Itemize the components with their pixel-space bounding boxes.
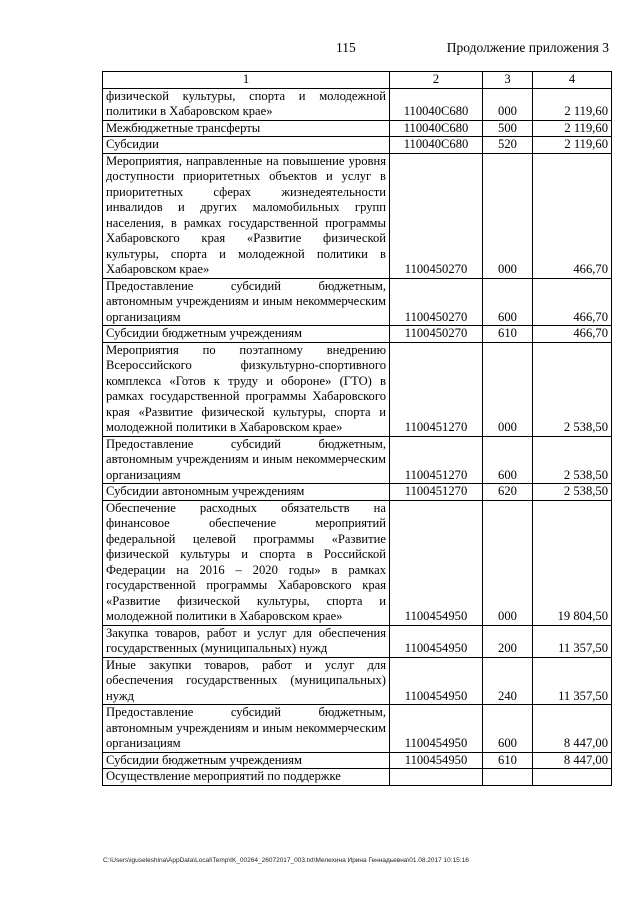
row-name-cell: Субсидии xyxy=(103,137,390,154)
row-code-cell: 110040С680 xyxy=(390,120,483,137)
row-code-cell: 1100454950 xyxy=(390,752,483,769)
row-code-cell: 1100454950 xyxy=(390,500,483,625)
row-code-cell: 1100451270 xyxy=(390,436,483,484)
row-name-cell: Мероприятия, направленные на повышение уровня доступности приоритетных объектов и услуг в приоритетных сферах жизнедеятельности инвалидов и других маломобильных групп населения, в рамках государственной программы Хабаровского края «Развитие физической культуры, спорта и молодежной политики в Хабаровском крае» xyxy=(103,153,390,278)
row-amount-cell: 466,70 xyxy=(533,153,612,278)
row-type-cell: 000 xyxy=(483,153,533,278)
table-header-row xyxy=(103,72,612,89)
table-row xyxy=(103,326,612,343)
continuation-label: Продолжение приложения 3 xyxy=(446,40,609,55)
row-code-cell: 1100450270 xyxy=(390,326,483,343)
column-header: 1 xyxy=(103,72,390,89)
row-name-cell: Обеспечение расходных обязательств на финансовое обеспечение мероприятий федеральной целевой программы «Развитие физической культуры и спорта в Российской Федерации на 2016 – 2020 годы» в рамках государственной программы Хабаровского края «Развитие физической культуры, спорта и молодежной политики в Хабаровском крае» xyxy=(103,500,390,625)
row-amount-cell: 2 119,60 xyxy=(533,88,612,120)
row-name-cell: Предоставление субсидий бюджетным, автономным учреждениям и иным некоммерческим организациям xyxy=(103,278,390,326)
row-type-cell: 000 xyxy=(483,500,533,625)
row-code-cell: 110040С680 xyxy=(390,137,483,154)
row-code-cell: 1100451270 xyxy=(390,484,483,501)
table-row xyxy=(103,88,612,120)
row-name-cell: Мероприятия по поэтапному внедрению Всероссийского физкультурно-спортивного комплекса «Готов к труду и обороне» (ГТО) в рамках государственной программы Хабаровского края «Развитие физической культуры, спорта и молодежной политики в Хабаровском крае» xyxy=(103,342,390,436)
row-name-cell: Предоставление субсидий бюджетным, автономным учреждениям и иным некоммерческим организациям xyxy=(103,705,390,753)
table-row xyxy=(103,500,612,625)
row-type-cell: 600 xyxy=(483,705,533,753)
row-name-cell: Субсидии бюджетным учреждениям xyxy=(103,752,390,769)
row-type-cell: 600 xyxy=(483,278,533,326)
table-body xyxy=(103,72,612,786)
row-amount-cell: 2 538,50 xyxy=(533,436,612,484)
row-amount-cell: 466,70 xyxy=(533,278,612,326)
file-path-footer: C:\Users\iguseleshina\AppData\Local\Temp\IK_00264_26072017_003.txt\Мелехина Ирина Геннадьевна\01.08.2017 10:15:16 xyxy=(103,857,469,864)
page-header xyxy=(0,40,640,60)
row-name-cell: Предоставление субсидий бюджетным, автономным учреждениям и иным некоммерческим организациям xyxy=(103,436,390,484)
table-row xyxy=(103,769,612,786)
table-row xyxy=(103,625,612,657)
row-code-cell: 1100450270 xyxy=(390,278,483,326)
table-row xyxy=(103,705,612,753)
row-amount-cell: 8 447,00 xyxy=(533,705,612,753)
row-code-cell: 1100454950 xyxy=(390,657,483,705)
row-name-cell: Субсидии бюджетным учреждениям xyxy=(103,326,390,343)
table-row xyxy=(103,153,612,278)
table-row xyxy=(103,752,612,769)
row-code-cell: 1100450270 xyxy=(390,153,483,278)
row-name-cell: Иные закупки товаров, работ и услуг для обеспечения государственных (муниципальных) нужд xyxy=(103,657,390,705)
row-type-cell: 620 xyxy=(483,484,533,501)
table-row xyxy=(103,436,612,484)
row-amount-cell: 11 357,50 xyxy=(533,657,612,705)
row-type-cell: 520 xyxy=(483,137,533,154)
row-type-cell: 500 xyxy=(483,120,533,137)
row-amount-cell: 466,70 xyxy=(533,326,612,343)
row-type-cell: 200 xyxy=(483,625,533,657)
row-code-cell: 1100454950 xyxy=(390,625,483,657)
row-amount-cell: 2 538,50 xyxy=(533,484,612,501)
table-row xyxy=(103,342,612,436)
row-type-cell: 610 xyxy=(483,752,533,769)
row-code-cell: 1100454950 xyxy=(390,705,483,753)
row-type-cell: 240 xyxy=(483,657,533,705)
column-header: 3 xyxy=(483,72,533,89)
row-amount-cell: 19 804,50 xyxy=(533,500,612,625)
page-number: 115 xyxy=(336,40,356,55)
table-row xyxy=(103,278,612,326)
row-name-cell: Межбюджетные трансферты xyxy=(103,120,390,137)
row-type-cell: 600 xyxy=(483,436,533,484)
row-amount-cell: 2 119,60 xyxy=(533,137,612,154)
row-name-cell: Закупка товаров, работ и услуг для обеспечения государственных (муниципальных) нужд xyxy=(103,625,390,657)
row-name-cell: Субсидии автономным учреждениям xyxy=(103,484,390,501)
budget-table xyxy=(102,71,612,786)
row-type-cell: 000 xyxy=(483,342,533,436)
table-row xyxy=(103,484,612,501)
row-code-cell: 1100451270 xyxy=(390,342,483,436)
column-header: 2 xyxy=(390,72,483,89)
table-row xyxy=(103,120,612,137)
table-row xyxy=(103,657,612,705)
row-type-cell: 610 xyxy=(483,326,533,343)
row-code-cell xyxy=(390,769,483,786)
row-code-cell: 110040С680 xyxy=(390,88,483,120)
row-amount-cell: 2 119,60 xyxy=(533,120,612,137)
table-row xyxy=(103,137,612,154)
row-amount-cell: 2 538,50 xyxy=(533,342,612,436)
column-header: 4 xyxy=(533,72,612,89)
row-amount-cell: 8 447,00 xyxy=(533,752,612,769)
row-type-cell xyxy=(483,769,533,786)
row-type-cell: 000 xyxy=(483,88,533,120)
row-amount-cell: 11 357,50 xyxy=(533,625,612,657)
row-name-cell: физической культуры, спорта и молодежной политики в Хабаровском крае» xyxy=(103,88,390,120)
row-amount-cell xyxy=(533,769,612,786)
row-name-cell: Осуществление мероприятий по поддержке xyxy=(103,769,390,786)
